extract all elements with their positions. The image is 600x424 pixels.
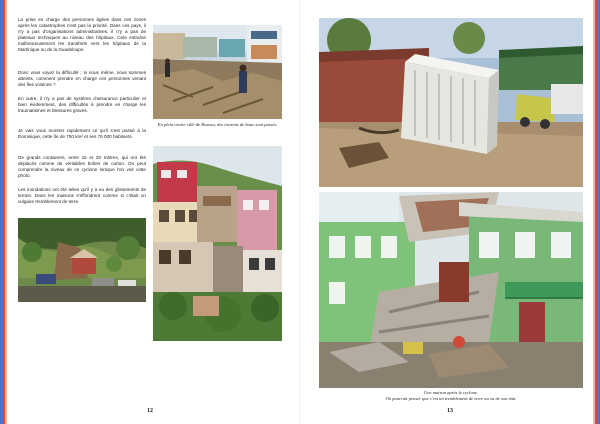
paragraph-6: Les inondations ont été telles qu'il y a eu des glissements de terrain. Dans les maisons s'effondrent comme si c'était un vulgaire tremblement de terre. (18, 187, 146, 204)
street-photo-caption: En plein centre ville de Roseau, des torrents de boue sont passés. (157, 122, 278, 127)
house-photo-caption-2: On pourrait penser que c'est un tremblement de terre au vu de son état. (385, 396, 517, 401)
displaced-container-photo (319, 18, 583, 187)
collapsed-house-photo (319, 192, 583, 388)
paragraph-2: Donc vous voyez la difficulté ; si nous même, nous sommes atteints, comment prendre en charge ces personnes venant des îles voisines ? (18, 70, 146, 87)
street-debris-photo (153, 25, 282, 119)
paragraph-3: En outre, il n'y a pas de système d'assurance particulier et bien évidemment, des difficultés à prendre en charge les traumatismes et blessures graves. (18, 96, 146, 113)
right-page (300, 0, 600, 424)
paragraph-1: La prise en charge des personnes âgées dans ces zones après les catastrophes n'est pas la priorité. Dans ces pays, il n'y a pas d'organisations administratives, il n'y a pas de plateaux techniques au niveau des hôpitaux. Cela entraîne malheureusement les transferts vers les hôpitaux de la Martinique ou de la Guadeloupe. (18, 17, 146, 52)
page-number-left: 12 (147, 408, 153, 414)
page-number-right: 13 (447, 408, 453, 414)
left-edge-stripe-peach (5, 0, 7, 424)
paragraph-4: Je vais vous montrer rapidement ce qu'il s'est passé à la Dominique, cette île de 750 km² et ses 76 000 habitants. (18, 128, 146, 139)
house-photo-caption-1: Une maison après le cyclone. (423, 390, 479, 395)
paragraph-5: De grands containers, entre 15 et 20 mètres, qui ont été déplacés comme de véritables boîtes de carton. On peut comprendre la niveau de ce cyclone lorsque l'on voit cette photo. (18, 155, 146, 178)
landslide-hillside-photo (18, 218, 146, 302)
hillside-houses-photo (153, 146, 282, 341)
